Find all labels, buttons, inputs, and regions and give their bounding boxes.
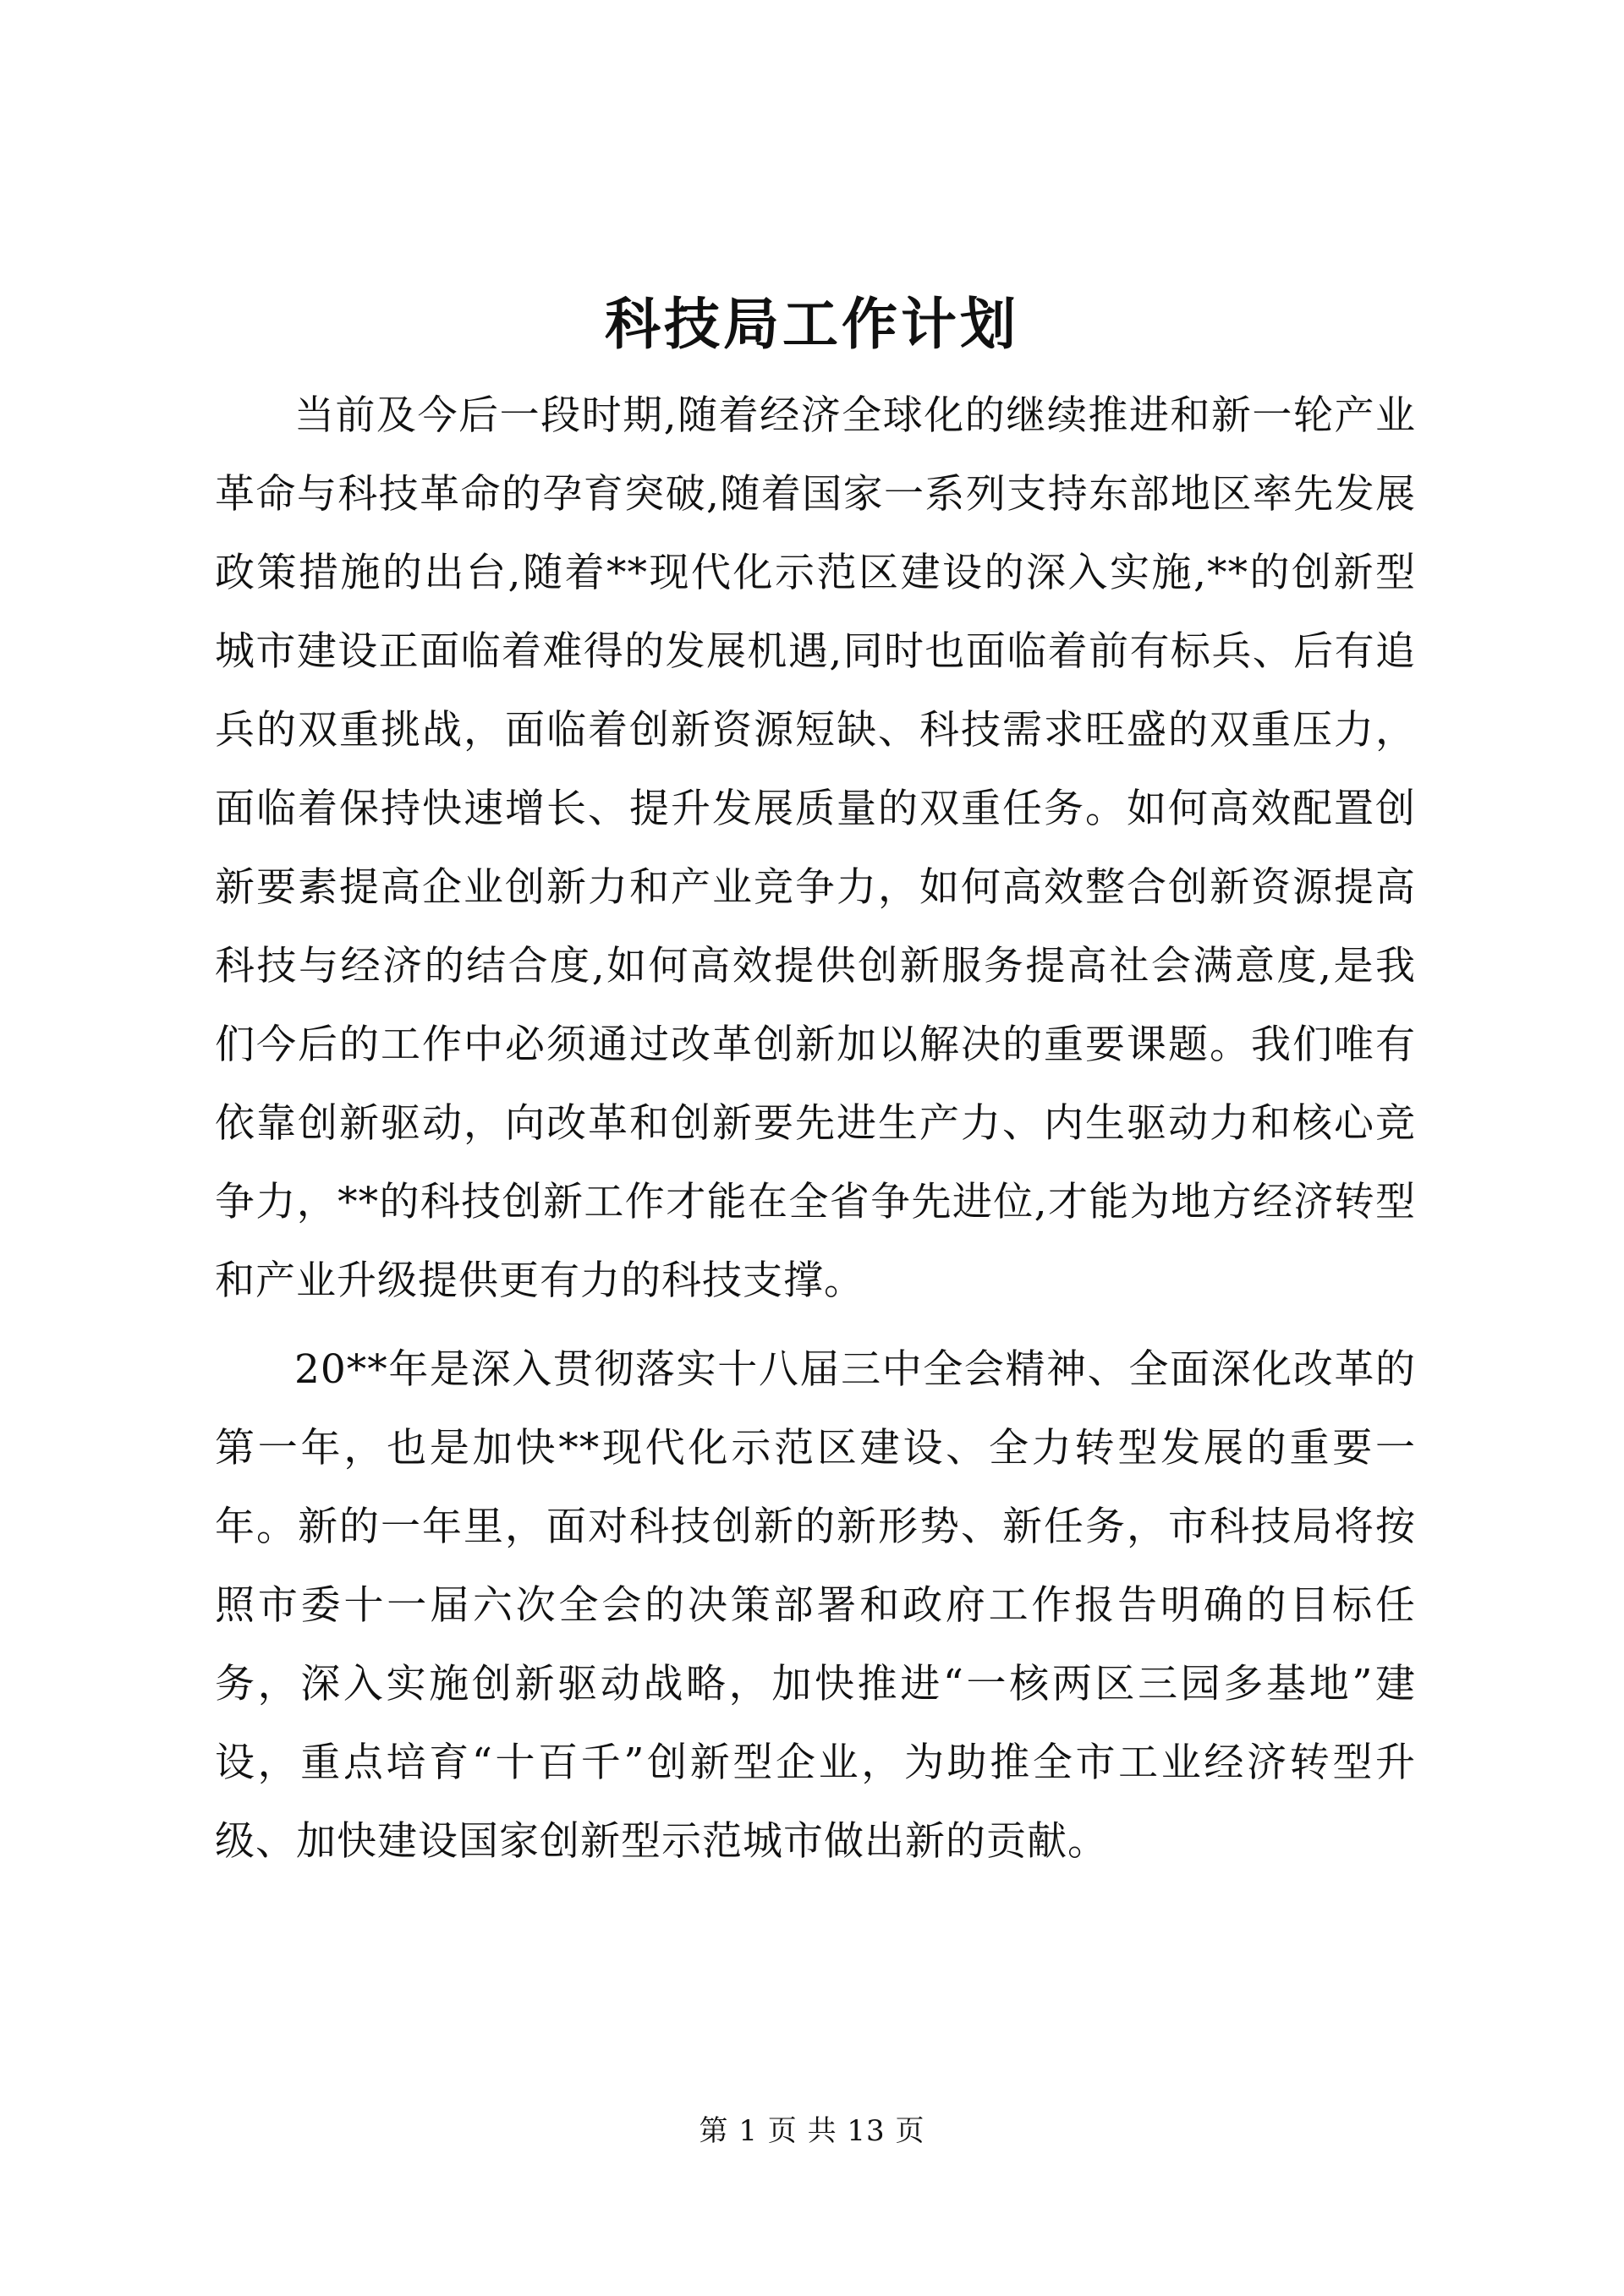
document-title: 科技局工作计划 (605, 291, 1019, 357)
document-body (215, 376, 1416, 1891)
paragraph-2: 20**年是深入贯彻落实十八届三中全会精神、全面深化改革的第一年，也是加快**现代化示范区建设、全力转型发展的重要一年。新的一年里，面对科技创新的新形势、新任务，市科技局将按照市委十一届六次全会的决策部署和政府工作报告明确的目标任务，深入实施创新驱动战略，加快推进“一核两区三园多基地”建设，重点培育“十百千”创新型企业，为助推全市工业经济转型升级、加快建设国家创新型示范城市做出新的贡献。 (215, 1346, 1416, 1865)
paragraph-1: 当前及今后一段时期,随着经济全球化的继续推进和新一轮产业革命与科技革命的孕育突破,随着国家一系列支持东部地区率先发展政策措施的出台,随着**现代化示范区建设的深入实施,**的创新型城市建设正面临着难得的发展机遇,同时也面临着前有标兵、后有追兵的双重挑战，面临着创新资源短缺、科技需求旺盛的双重压力，面临着保持快速增长、提升发展质量的双重任务。如何高效配置创新要素提高企业创新力和产业竞争力，如何高效整合创新资源提高科技与经济的结合度,如何高效提供创新服务提高社会满意度,是我们今后的工作中必须通过改革创新加以解决的重要课题。我们唯有依靠创新驱动，向改革和创新要先进生产力、内生驱动力和核心竞争力，**的科技创新工作才能在全省争先进位,才能为地方经济转型和产业升级提供更有力的科技支撑。 (215, 392, 1416, 1304)
page-number-footer: 第 1 页 共 13 页 (699, 2114, 925, 2148)
